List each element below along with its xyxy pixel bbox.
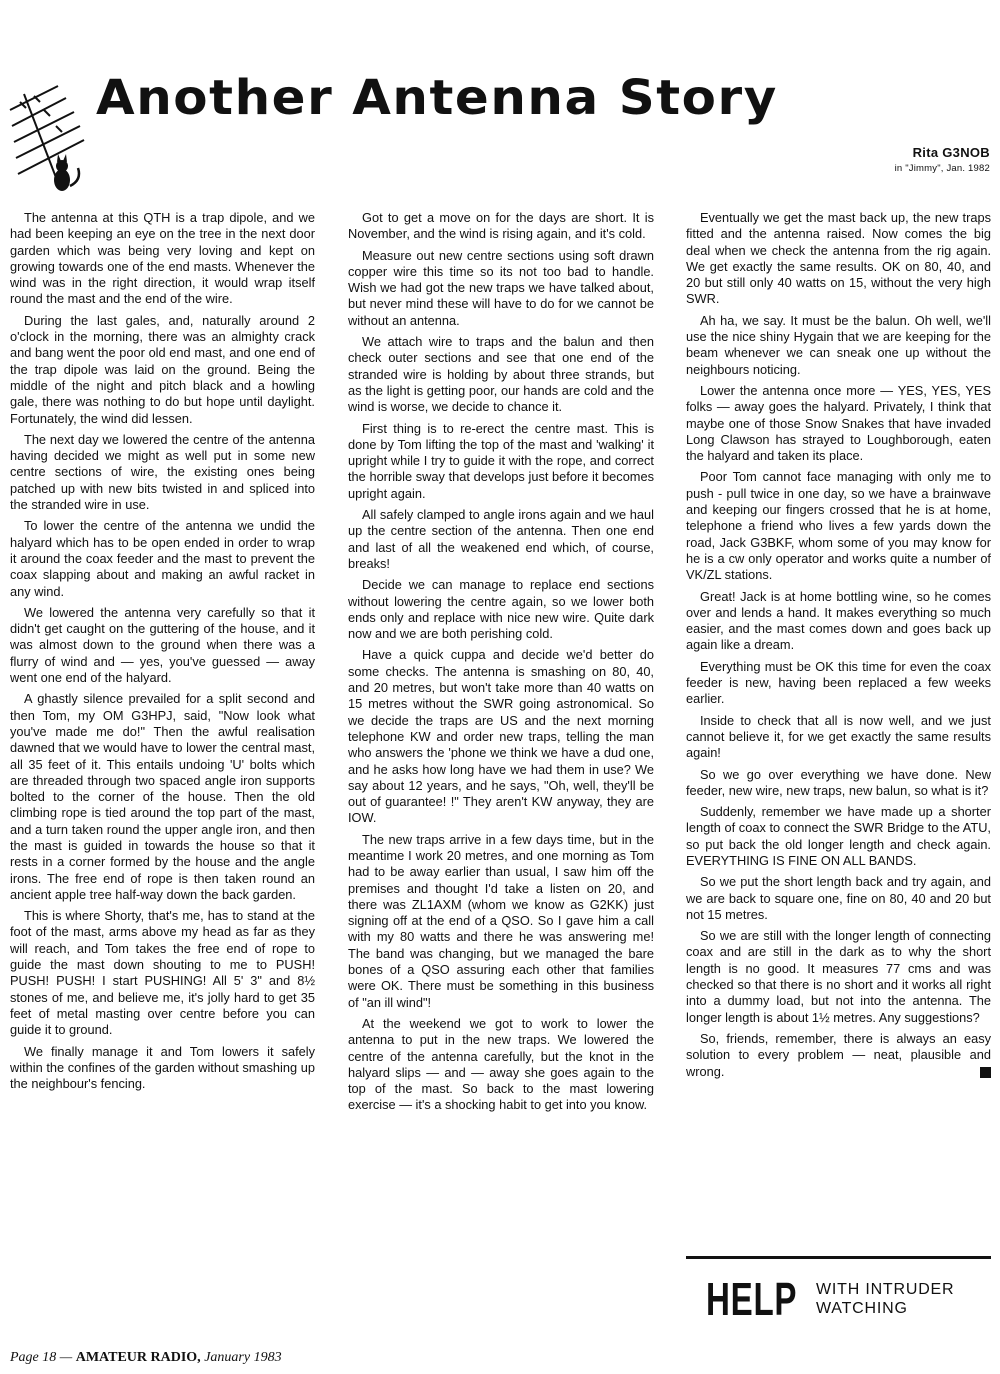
paragraph: Eventually we get the mast back up, the new traps fitted and the antenna raised. Now comes the big deal when we check the antenna from the rig again. We get exactly the same results. OK on 80, 40, and 20 but still only 40 watts on 15, without the very high SWR. (686, 210, 991, 307)
help-subtitle-line-1: WITH INTRUDER (816, 1281, 955, 1298)
author: Rita G3NOB (912, 145, 990, 160)
column-2 (348, 210, 654, 1345)
paragraph: Suddenly, remember we have made up a shorter length of coax to connect the SWR Bridge to the ATU, so put back the old longer length and check again. EVERYTHING IS FINE ON ALL BANDS. (686, 804, 991, 868)
issue-date: January 1983 (204, 1350, 282, 1365)
column-1 (10, 210, 315, 1345)
paragraph: Lower the antenna once more — YES, YES, YES folks — away goes the halyard. Privately, I think that maybe one of those Snow Snakes that have invaded Long Clawson has strayed to Loughborough, eaten the halyard and taken its place. (686, 382, 991, 464)
article-title: Another Antenna Story (96, 70, 778, 126)
paragraph: Everything must be OK this time for even the coax feeder is new, having been replaced a few weeks earlier. (686, 658, 991, 707)
antenna-cat-icon (4, 80, 88, 200)
paragraph: During the last gales, and, naturally around 2 o'clock in the morning, there was an almighty crack and bang went the poor old end mast, and one end of the trap dipole was laid on the ground. Being the middle of the night and pitch black and a howling gale, there was nothing to do but hope until daylight. Fortunately, the wind did lessen. (10, 312, 315, 426)
paragraph: Ah ha, we say. It must be the balun. Oh well, we'll use the nice shiny Hygain that we are keeping for the beam whenever we can sneak one up without the neighbours noticing. (686, 312, 991, 377)
paragraph: To lower the centre of the antenna we undid the halyard which has to be open ended in order to wrap it around the coax feeder and the mast to prevent the coax slapping about and making an awful racket in any wind. (10, 518, 315, 599)
paragraph: Inside to check that all is now well, and we just cannot believe it, for we get exactly the same results again! (686, 712, 991, 761)
paragraph: A ghastly silence prevailed for a split second and then Tom, my OM G3HPJ, said, "Now look what you've made me do!" Then the awful realisation dawned that we would have to lower the central mast, all 35 feet of it. This entails undoing 'U' bolts which are threaded through two spaced angle iron supports bolted to the corner of the house. Then the old climbing rope is tied around the top part of the mast, and a turn taken round the upper angle iron, and then the mast is guided in towards the house so that it rests in a corner formed by the house and the angle irons. The free end of rope is then taken round an ancient apple tree half-way down the back garden. (10, 691, 315, 902)
paragraph: So we are still with the longer length of connecting coax and are still in the dark as to why the short length is no good. It measures 77 cms and was checked so that there is no short and it works all right into a dummy load, but not into the antenna. The longer length is about 1½ metres. Any suggestions? (686, 928, 991, 1025)
paragraph: So we go over everything we have done. New feeder, new wire, new traps, new balun, so what is it? (686, 766, 991, 798)
paragraph: All safely clamped to angle irons again and we haul up the centre section of the antenna. Then one end and last of all the weakened end which, of course, breaks! (348, 507, 654, 571)
paragraph: We attach wire to traps and the balun and then check outer sections and see that one end of the stranded wire is holding by about three strands, but as the light is getting poor, our hands are cold and the wind is worse, we decide to chance it. (348, 334, 654, 415)
page-footer (10, 1350, 282, 1366)
help-heading: HELP (706, 1273, 798, 1325)
paragraph: This is where Shorty, that's me, has to stand at the foot of the mast, arms above my head as far as they will reach, and Tom takes the free end of rope to guide the mast down shouting to me to PUSH! PUSH! PUSH! I start PUSHING! All 5' 3" and 8½ stones of me, and believe me, it's jolly hard to get 35 feet of metal masting over centre before you can guide it to ground. (10, 908, 315, 1038)
paragraph: The next day we lowered the centre of the antenna having decided we might as well put in some new centre sections of wire, the existing ones being patched up with new bits twisted in and spliced into the stranded wire in use. (10, 431, 315, 513)
paragraph: Measure out new centre sections using soft drawn copper wire this time so its not too bad to handle. Wish we had got the new traps we have talked about, but never mind these will have to do for we cannot be without an antenna. (348, 247, 654, 328)
paragraph: Great! Jack is at home bottling wine, so he comes over and lends a hand. It makes everything so much easier, and the mast comes down and goes back up again like a dream. (686, 588, 991, 653)
end-mark-icon (980, 1067, 991, 1078)
help-box (706, 1273, 955, 1325)
paragraph: The antenna at this QTH is a trap dipole, and we had been keeping an eye on the tree in the next door garden which was being very loving and kept on growing towards one of the end masts. Whenever the wind was in the right direction, it would wrap itself round the mast and the end of the wire. (10, 210, 315, 307)
paragraph: Have a quick cuppa and decide we'd better do some checks. The antenna is smashing on 80, 40, and 20 metres, but won't take more than 40 watts on 15 metres without the SWR going astronomical. So we decide the traps are US and the next morning telephone KW and order new traps, telling the man who answers the 'phone we think we have a dud one, and he asks how long have we had them in use? We say about 12 years, and he says, "Oh, well, they'll be out of guarantee! !" They aren't KW anyway, they are IOW. (348, 647, 654, 826)
paragraph: First thing is to re-erect the centre mast. This is done by Tom lifting the top of the mast and 'walking' it upright while I try to guide it with the rope, and correct the horrible sway that develops just before it becomes upright again. (348, 420, 654, 501)
source-citation: in "Jimmy", Jan. 1982 (894, 163, 990, 174)
paragraph: So we put the short length back and try again, and we are back to square one, fine on 80, 40 and 20 but not 15 metres. (686, 874, 991, 922)
paragraph: We finally manage it and Tom lowers it safely within the confines of the garden without smashing up the neighbour's fencing. (10, 1043, 315, 1092)
last-paragraph (686, 1031, 991, 1080)
help-subtitle (816, 1280, 954, 1318)
paragraph: The new traps arrive in a few days time, but in the meantime I work 20 metres, and one morning as Tom had to be away earlier than usual, I saw him off the premises and thought I'd take a listen on 20, and there was ZL1AXM (whom we know as G2KK) just signing off at the end of a QSO. So I gave him a call with my 80 watts and there he was answering me! The band was changing, but we managed the bare bones of a QSO assuring each other that families were OK. There must be something in this business of "an ill wind"! (348, 831, 654, 1010)
help-subtitle-line-2: WATCHING (816, 1300, 908, 1317)
paragraph: We lowered the antenna very carefully so that it didn't get caught on the guttering of the house, and it was almost down to the ground when there was a flurry of wind and — yes, you've guessed — away went one end of the halyard. (10, 604, 315, 686)
column-3 (686, 210, 991, 1345)
paragraph: Decide we can manage to replace end sections without lowering the centre again, so we lower both ends only and replace with nice new wire. Quite dark now and we are both perishing cold. (348, 577, 654, 642)
paragraph-text: So, friends, remember, there is always an easy solution to every problem — neat, plausible and wrong. (686, 1030, 991, 1079)
divider (686, 1256, 991, 1259)
paragraph: Poor Tom cannot face managing with only me to push - pull twice in one day, so we have a brainwave and keeping our fingers crossed that he is at home, telephone a friend who lives a few yards down the road, Jack G3BKF, whom some of you may know for he is a cw only operator and works quite a number of VK/ZL stations. (686, 469, 991, 583)
page-number: Page 18 — (10, 1350, 73, 1365)
paragraph: At the weekend we got to work to lower the antenna to put in the new traps. We lowered the centre of the antenna carefully, but the knot in the halyard slips — and — away she goes again to the top of the mast. So back to the mast lowering exercise — it's a shocking habit to get into you know. (348, 1015, 654, 1113)
byline (895, 145, 990, 174)
magazine-name: AMATEUR RADIO, (75, 1350, 201, 1365)
paragraph: Got to get a move on for the days are short. It is November, and the wind is rising again, and it's cold. (348, 210, 654, 242)
